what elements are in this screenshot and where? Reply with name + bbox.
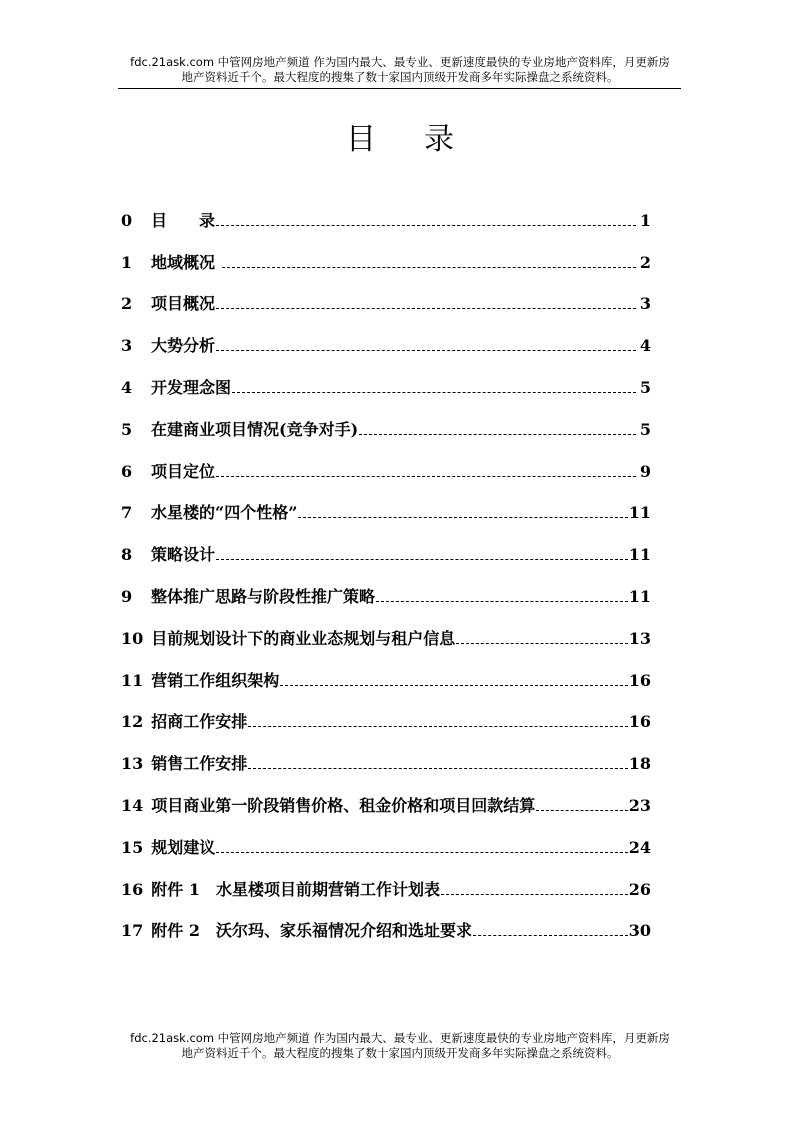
- toc-dot-leader: [536, 810, 627, 811]
- toc-entry-number: 12: [121, 712, 144, 732]
- toc-entry[interactable]: [121, 524, 651, 566]
- toc-entry-title: 招商工作安排: [151, 712, 248, 732]
- toc-entry-page: 30: [628, 921, 651, 941]
- toc-dot-leader: [222, 267, 636, 268]
- toc-dot-leader: [216, 308, 636, 309]
- toc-entry[interactable]: [121, 650, 651, 692]
- toc-entry-page: 3: [639, 294, 651, 314]
- toc-entry-title: 附件 1 水星楼项目前期营销工作计划表: [151, 879, 440, 899]
- toc-dot-leader: [456, 643, 627, 644]
- toc-entry-title: 开发理念图: [151, 377, 232, 397]
- toc-entry[interactable]: [121, 232, 651, 274]
- toc-entry[interactable]: [121, 399, 651, 441]
- toc-dot-leader: [359, 434, 636, 435]
- toc-entry-number: 10: [121, 628, 144, 648]
- toc-entry-title: 附件 2 沃尔玛、家乐福情况介绍和选址要求: [151, 921, 472, 941]
- toc-entry-title: 在建商业项目情况(竞争对手): [151, 419, 359, 439]
- toc-entry-page: 16: [628, 670, 651, 690]
- toc-entry-page: 2: [639, 252, 651, 272]
- toc-dot-leader: [216, 476, 636, 477]
- toc-entry[interactable]: [121, 190, 651, 232]
- toc-entry[interactable]: [121, 608, 651, 650]
- toc-entry[interactable]: [121, 901, 651, 943]
- toc-entry-number: 1: [121, 252, 133, 272]
- toc-entry-page: 26: [628, 879, 651, 899]
- toc-entry-title: 目前规划设计下的商业业态规划与租户信息: [151, 628, 456, 648]
- toc-dot-leader: [216, 852, 627, 853]
- toc-entry-title: 规划建议: [151, 837, 216, 857]
- toc-entry-page: 11: [628, 545, 651, 565]
- toc-entry-number: 7: [121, 503, 133, 523]
- toc-entry[interactable]: [121, 274, 651, 316]
- toc-entry-page: 1: [639, 210, 651, 230]
- toc-entry-page: 24: [628, 837, 651, 857]
- toc-entry-title: 项目概况: [151, 294, 216, 314]
- toc-dot-leader: [216, 350, 636, 351]
- toc-entry[interactable]: [121, 315, 651, 357]
- footer-line-2: 地产资料近千个。最大程度的搜集了数十家国内顶级开发商多年实际操盘之系统资料。: [181, 1046, 619, 1060]
- toc-entry-title: 策略设计: [151, 545, 216, 565]
- toc-entry[interactable]: [121, 859, 651, 901]
- toc-entry-page: 18: [628, 754, 651, 774]
- toc-entry[interactable]: [121, 566, 651, 608]
- toc-entry-page: 11: [628, 503, 651, 523]
- toc-entry-page: 23: [628, 795, 651, 815]
- toc-dot-leader: [216, 225, 636, 226]
- toc-entry-title: 营销工作组织架构: [151, 670, 280, 690]
- toc-entry-title: 水星楼的“四个性格”: [151, 503, 298, 523]
- toc-entry-number: 8: [121, 545, 133, 565]
- toc-entry[interactable]: [121, 817, 651, 859]
- toc-entry-title: 目 录: [151, 210, 216, 230]
- toc-dot-leader: [216, 559, 628, 560]
- toc-entry-number: 16: [121, 879, 144, 899]
- page-header: [90, 55, 710, 85]
- toc-entry-number: 13: [121, 754, 144, 774]
- toc-entry[interactable]: [121, 692, 651, 734]
- toc-entry-number: 5: [121, 419, 133, 439]
- toc-dot-leader: [280, 685, 627, 686]
- toc-entry[interactable]: [121, 733, 651, 775]
- page-footer: [90, 1031, 710, 1061]
- toc-entry-number: 14: [121, 795, 144, 815]
- toc-entry-page: 5: [639, 419, 651, 439]
- toc-entry-page: 16: [628, 712, 651, 732]
- toc-entry-number: 3: [121, 336, 133, 356]
- toc-dot-leader: [298, 517, 627, 518]
- toc-entry-title: 大势分析: [151, 336, 216, 356]
- toc-entry-number: 2: [121, 294, 133, 314]
- footer-line-1: fdc.21ask.com 中管网房地产频道 作为国内最大、最专业、更新速度最快的专业房地产资料库，月更新房: [130, 1031, 670, 1045]
- toc-dot-leader: [248, 726, 627, 727]
- toc-entry-number: 15: [121, 837, 144, 857]
- toc-dot-leader: [232, 392, 636, 393]
- toc-entry[interactable]: [121, 483, 651, 525]
- toc-entry[interactable]: [121, 775, 651, 817]
- toc-entry[interactable]: [121, 357, 651, 399]
- table-of-contents: [121, 190, 651, 942]
- header-line-1: fdc.21ask.com 中管网房地产频道 作为国内最大、最专业、更新速度最快的专业房地产资料库，月更新房: [130, 55, 670, 69]
- toc-dot-leader: [441, 894, 628, 895]
- toc-entry-page: 9: [639, 461, 651, 481]
- toc-entry-page: 4: [639, 336, 651, 356]
- toc-dot-leader: [473, 935, 628, 936]
- toc-dot-leader: [248, 768, 627, 769]
- toc-entry-title: 销售工作安排: [151, 754, 248, 774]
- toc-entry-title: 整体推广思路与阶段性推广策略: [151, 586, 376, 606]
- toc-entry-page: 11: [628, 586, 651, 606]
- header-line-2: 地产资料近千个。最大程度的搜集了数十家国内顶级开发商多年实际操盘之系统资料。: [181, 70, 619, 84]
- toc-entry-number: 9: [121, 586, 133, 606]
- toc-dot-leader: [376, 601, 628, 602]
- header-divider: [118, 88, 681, 89]
- page-title: 目录: [346, 122, 502, 158]
- toc-entry[interactable]: [121, 441, 651, 483]
- toc-entry-number: 6: [121, 461, 133, 481]
- toc-entry-title: 地域概况: [151, 252, 221, 272]
- toc-entry-number: 11: [121, 670, 144, 690]
- toc-entry-title: 项目定位: [151, 461, 216, 481]
- toc-entry-page: 13: [628, 628, 651, 648]
- toc-entry-number: 17: [121, 921, 144, 941]
- toc-entry-number: 4: [121, 377, 133, 397]
- toc-entry-page: 5: [639, 377, 651, 397]
- toc-entry-number: 0: [121, 210, 133, 230]
- toc-entry-title: 项目商业第一阶段销售价格、租金价格和项目回款结算: [151, 795, 536, 815]
